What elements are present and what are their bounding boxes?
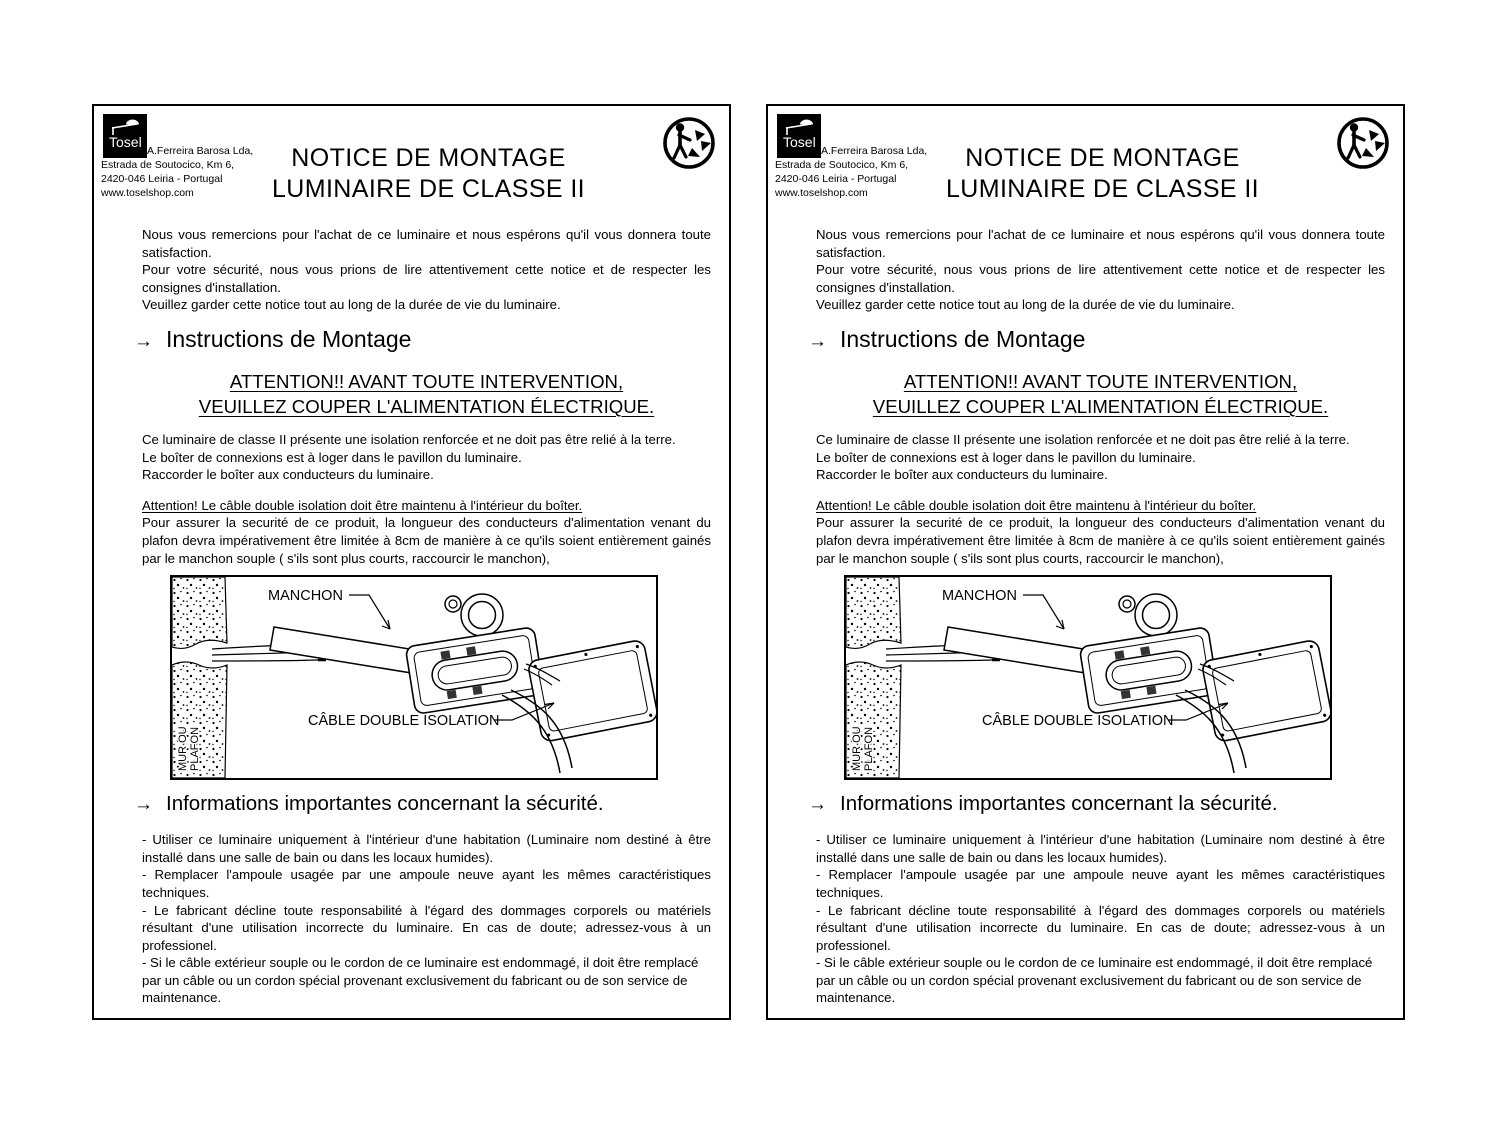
installation-diagram-frame bbox=[844, 575, 1332, 780]
address-line: Estrada de Soutocico, Km 6, bbox=[775, 159, 909, 171]
diagram-label-cable: CÂBLE DOUBLE ISOLATION bbox=[982, 713, 1174, 730]
class2-line: Ce luminaire de classe II présente une isolation renforcée et ne doit pas être relié à la terre. bbox=[142, 431, 676, 447]
triman-recycling-icon bbox=[1335, 115, 1391, 171]
class2-line: Le boîter de connexions est à loger dans le pavillon du luminaire. bbox=[816, 449, 1196, 465]
warning-line-2: VEUILLEZ COUPER L'ALIMENTATION ÉLECTRIQUE. bbox=[198, 395, 655, 417]
class2-line: Raccorder le boîter aux conducteurs du luminaire. bbox=[816, 467, 1108, 483]
length-paragraph: Pour assurer la securité de ce produit, la longueur des conducteurs d'alimentation venant du plafon devra impérativement être limitée à 8cm de manière à ce qu'ils soient entièrement gainés par le manchon souple ( s'ils sont plus courts, raccourcir le manchon), bbox=[816, 515, 1385, 566]
power-warning bbox=[816, 369, 1385, 419]
diagram-label-manchon: MANCHON bbox=[942, 588, 1017, 605]
cable-warning: Attention! Le câble double isolation doit être maintenu à l'intérieur du boîter. bbox=[142, 497, 583, 513]
safety-item: - Utiliser ce luminaire uniquement à l'intérieur d'une habitation (Luminaire nom destiné à être installé dans une salle de bain ou dans les locaux humides). bbox=[816, 832, 1385, 865]
document-title bbox=[94, 143, 729, 205]
safety-item: - Utiliser ce luminaire uniquement à l'intérieur d'une habitation (Luminaire nom destiné à être installé dans une salle de bain ou dans les locaux humides). bbox=[142, 832, 711, 865]
class2-line: Ce luminaire de classe II présente une isolation renforcée et ne doit pas être relié à la terre. bbox=[816, 431, 1350, 447]
safety-item: - Remplacer l'ampoule usagée par une ampoule neuve ayant les mêmes caractéristiques techniques. bbox=[142, 867, 711, 900]
notice-page bbox=[92, 104, 731, 1020]
safety-item: - Le fabricant décline toute responsabilité à l'égard des dommages corporels ou matériels résultant d'une utilisation incorrecte du luminaire. En cas de doute; adressez-vous à un professionel. bbox=[816, 902, 1385, 953]
arrow-bullet-icon: → bbox=[134, 794, 153, 816]
address-line: 2420-046 Leiria - Portugal bbox=[775, 173, 897, 185]
class2-line: Le boîter de connexions est à loger dans le pavillon du luminaire. bbox=[142, 449, 522, 465]
diagram-label-manchon: MANCHON bbox=[268, 588, 343, 605]
title-line-2: LUMINAIRE DE CLASSE II bbox=[271, 175, 586, 203]
arrow-bullet-icon: → bbox=[808, 330, 827, 352]
title-line-1: NOTICE DE MONTAGE bbox=[965, 144, 1240, 172]
class2-line: Raccorder le boîter aux conducteurs du luminaire. bbox=[142, 467, 434, 483]
safety-item: - Si le câble extérieur souple ou le cordon de ce luminaire est endommagé, il doit être remplacé par un câble ou un cordon spécial provenant exclusivement du fabricant ou de son service de maintenance. bbox=[142, 955, 699, 1006]
triman-recycling-icon bbox=[661, 115, 717, 171]
installation-diagram bbox=[172, 577, 656, 778]
power-warning bbox=[142, 369, 711, 419]
class2-info bbox=[816, 431, 1385, 484]
address-line: 2420-046 Leiria - Portugal bbox=[101, 173, 223, 185]
arrow-bullet-icon: → bbox=[134, 330, 153, 352]
safety-item: - Le fabricant décline toute responsabilité à l'égard des dommages corporels ou matériels résultant d'une utilisation incorrecte du luminaire. En cas de doute; adressez-vous à un professionel. bbox=[142, 902, 711, 953]
logo-brand-text: Tosel bbox=[783, 134, 816, 150]
section-heading-securite: → Informations importantes concernant la sécurité. bbox=[134, 792, 604, 816]
section-heading-securite: → Informations importantes concernant la sécurité. bbox=[808, 792, 1278, 816]
address-line: www.toselshop.com bbox=[775, 187, 868, 199]
page-body bbox=[94, 226, 729, 1007]
intro-paragraph: Veuillez garder cette notice tout au long de la durée de vie du luminaire. bbox=[816, 297, 1235, 313]
section-heading-montage: → Instructions de Montage bbox=[134, 325, 412, 352]
title-line-1: NOTICE DE MONTAGE bbox=[291, 144, 566, 172]
installation-diagram bbox=[846, 577, 1330, 778]
intro-paragraph: Pour votre sécurité, nous vous prions de lire attentivement cette notice et de respecter les consignes d'installation. bbox=[142, 262, 711, 295]
intro-paragraph: Nous vous remercions pour l'achat de ce luminaire et nous espérons qu'il vous donnera toute satisfaction. bbox=[142, 227, 711, 260]
notice-page-2 bbox=[766, 104, 1405, 1020]
title-line-2: LUMINAIRE DE CLASSE II bbox=[945, 175, 1260, 203]
intro-paragraph: Veuillez garder cette notice tout au long de la durée de vie du luminaire. bbox=[142, 297, 561, 313]
section-heading-montage: → Instructions de Montage bbox=[808, 325, 1086, 352]
safety-item: - Si le câble extérieur souple ou le cordon de ce luminaire est endommagé, il doit être remplacé par un câble ou un cordon spécial provenant exclusivement du fabricant ou de son service de maintenance. bbox=[816, 955, 1373, 1006]
address-line: A.Ferreira Barosa Lda, bbox=[147, 145, 254, 157]
warning-line-1: ATTENTION!! AVANT TOUTE INTERVENTION, bbox=[903, 370, 1298, 392]
page-header bbox=[94, 106, 729, 226]
warning-line-1: ATTENTION!! AVANT TOUTE INTERVENTION, bbox=[229, 370, 624, 392]
diagram-label-wall-2: PLAFON bbox=[189, 727, 201, 772]
intro-paragraph: Nous vous remercions pour l'achat de ce luminaire et nous espérons qu'il vous donnera toute satisfaction. bbox=[816, 227, 1385, 260]
intro-paragraph: Pour votre sécurité, nous vous prions de lire attentivement cette notice et de respecter les consignes d'installation. bbox=[816, 262, 1385, 295]
arrow-bullet-icon: → bbox=[808, 794, 827, 816]
safety-item: - Remplacer l'ampoule usagée par une ampoule neuve ayant les mêmes caractéristiques techniques. bbox=[816, 867, 1385, 900]
class2-info bbox=[142, 431, 711, 484]
page-body bbox=[768, 226, 1403, 1007]
length-paragraph: Pour assurer la securité de ce produit, la longueur des conducteurs d'alimentation venant du plafon devra impérativement être limitée à 8cm de manière à ce qu'ils soient entièrement gainés par le manchon souple ( s'ils sont plus courts, raccourcir le manchon), bbox=[142, 515, 711, 566]
diagram-label-cable: CÂBLE DOUBLE ISOLATION bbox=[308, 713, 500, 730]
address-line: Estrada de Soutocico, Km 6, bbox=[101, 159, 235, 171]
address-line: A.Ferreira Barosa Lda, bbox=[821, 145, 928, 157]
safety-list bbox=[816, 831, 1385, 1007]
safety-list bbox=[142, 831, 711, 1007]
address-line: www.toselshop.com bbox=[101, 187, 194, 199]
diagram-label-wall-2: PLAFON bbox=[863, 727, 875, 772]
page-header bbox=[768, 106, 1403, 226]
installation-diagram-frame bbox=[170, 575, 658, 780]
warning-line-2: VEUILLEZ COUPER L'ALIMENTATION ÉLECTRIQUE. bbox=[872, 395, 1329, 417]
cable-warning: Attention! Le câble double isolation doit être maintenu à l'intérieur du boîter. bbox=[816, 497, 1257, 513]
logo-brand-text: Tosel bbox=[109, 134, 142, 150]
diagram-label-wall-1: MUR OU bbox=[851, 726, 863, 772]
document-title bbox=[768, 143, 1403, 205]
diagram-label-wall-1: MUR OU bbox=[177, 726, 189, 772]
